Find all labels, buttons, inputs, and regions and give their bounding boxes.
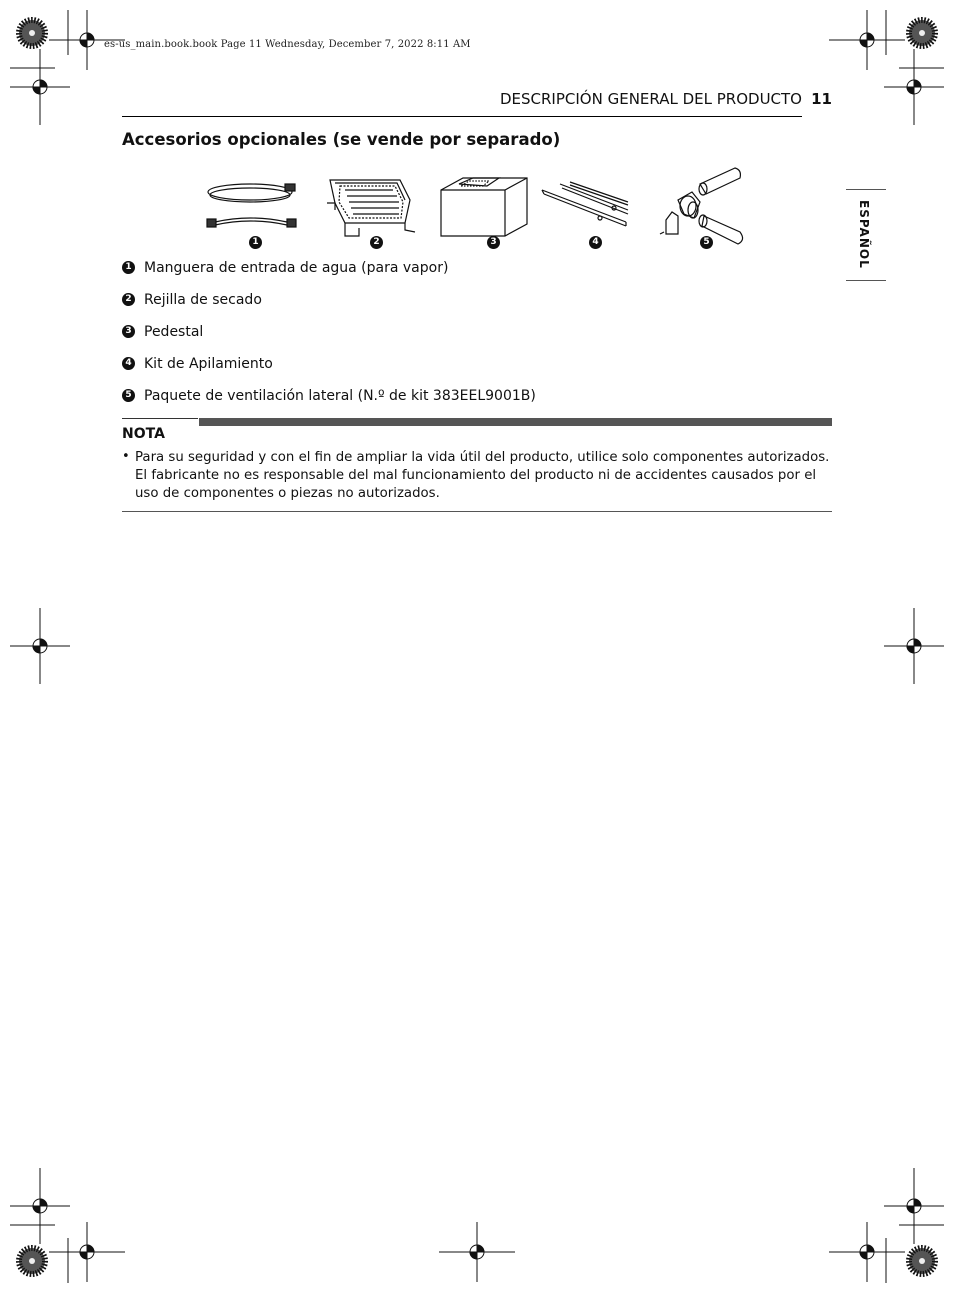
note-text: Para su seguridad y con el fin de ampliar la vida útil del producto, utilice solo componentes autorizados. El fabricante no es responsable del mal funcionamiento del producto ni de accidentes causados por el uso de componentes o piezas no autorizados. bbox=[135, 450, 830, 501]
list-item bbox=[122, 354, 822, 386]
accessory-list bbox=[122, 258, 822, 418]
figure-callout-4: 4 bbox=[589, 236, 602, 249]
side-vent-kit-icon bbox=[660, 168, 743, 244]
note-top-rule bbox=[122, 418, 198, 419]
print-slug: es-us_main.book.book Page 11 Wednesday, December 7, 2022 8:11 AM bbox=[104, 39, 471, 50]
page-number: 11 bbox=[811, 90, 832, 108]
accessory-label: Kit de Apilamiento bbox=[144, 356, 273, 372]
accessory-label: Manguera de entrada de agua (para vapor) bbox=[144, 260, 449, 276]
figure-callout-3: 3 bbox=[487, 236, 500, 249]
accessories-figure bbox=[195, 160, 760, 255]
note-title: NOTA bbox=[122, 426, 165, 442]
list-marker: 3 bbox=[122, 325, 135, 338]
language-tab-label: ESPAÑOL bbox=[857, 200, 871, 269]
list-item bbox=[122, 290, 822, 322]
language-tab bbox=[846, 189, 886, 281]
note-bar bbox=[199, 418, 832, 426]
list-marker: 5 bbox=[122, 389, 135, 402]
figure-callout-1: 1 bbox=[249, 236, 262, 249]
section-title: Accesorios opcionales (se vende por separado) bbox=[122, 130, 561, 149]
note-bottom-rule bbox=[122, 511, 832, 512]
accessory-label: Pedestal bbox=[144, 324, 204, 340]
running-header bbox=[122, 86, 832, 116]
note-box bbox=[122, 418, 832, 512]
accessory-label: Rejilla de secado bbox=[144, 292, 262, 308]
list-marker: 4 bbox=[122, 357, 135, 370]
list-marker: 1 bbox=[122, 261, 135, 274]
accessory-label: Paquete de ventilación lateral (N.º de kit 383EEL9001B) bbox=[144, 388, 536, 404]
stacking-kit-icon bbox=[542, 182, 628, 226]
note-bullet: • bbox=[122, 449, 130, 464]
list-item bbox=[122, 322, 822, 354]
header-rule bbox=[122, 116, 802, 117]
drying-rack-icon bbox=[327, 180, 415, 236]
figure-callout-5: 5 bbox=[700, 236, 713, 249]
header-section-title: DESCRIPCIÓN GENERAL DEL PRODUCTO bbox=[499, 90, 802, 108]
figure-callout-2: 2 bbox=[370, 236, 383, 249]
list-item bbox=[122, 258, 822, 290]
pedestal-icon bbox=[441, 178, 527, 236]
list-item bbox=[122, 386, 822, 418]
list-marker: 2 bbox=[122, 293, 135, 306]
inlet-hose-icon bbox=[207, 184, 296, 227]
accessories-illustration bbox=[195, 160, 760, 255]
